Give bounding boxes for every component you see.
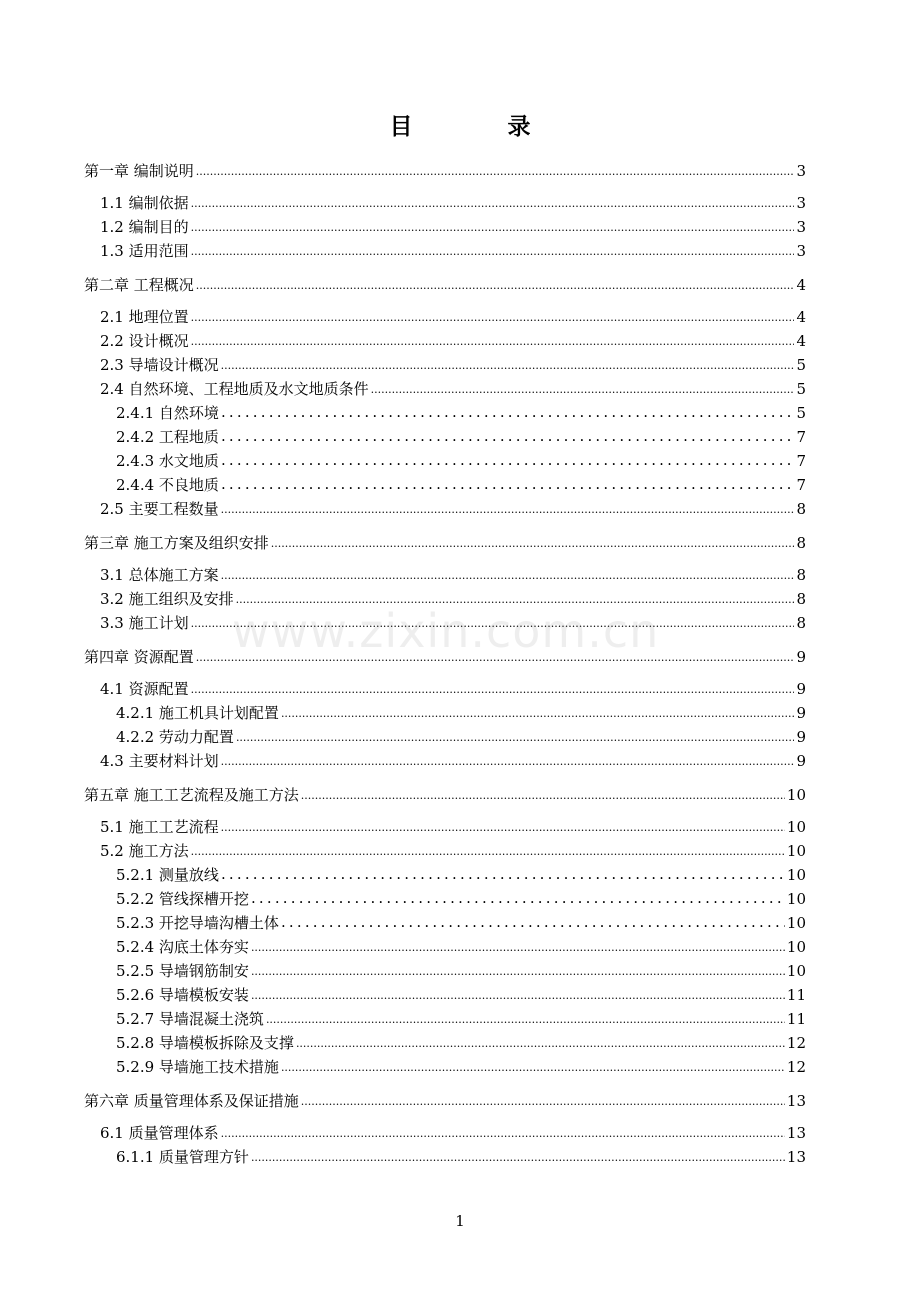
toc-section-entry[interactable] [100, 497, 806, 521]
toc-section-entry[interactable] [116, 401, 806, 425]
toc-section-entry[interactable] [100, 1121, 806, 1145]
toc-entry-page: 3 [796, 242, 806, 260]
toc-entry-page: 5 [796, 356, 806, 374]
toc-section-entry[interactable] [116, 1007, 806, 1031]
toc-chapter-entry[interactable] [84, 159, 806, 183]
toc-entry-label: 2.4 自然环境、工程地质及水文地质条件 [100, 380, 369, 398]
toc-entry-page: 10 [786, 842, 806, 860]
watermark: www.zixin.com.cn [232, 604, 660, 658]
page-number: 1 [455, 1212, 465, 1230]
toc-leader-dots [221, 816, 785, 840]
toc-leader-dots [301, 1090, 785, 1114]
toc-section-entry[interactable] [100, 749, 806, 773]
toc-entry-page: 4 [796, 308, 806, 326]
toc-section-entry[interactable] [100, 563, 806, 587]
toc-entry-label: 2.4.4 不良地质 [116, 476, 219, 494]
toc-entry-label: 5.2 施工方法 [100, 842, 189, 860]
toc-entry-page: 13 [786, 1148, 806, 1166]
toc-entry-page: 12 [786, 1034, 806, 1052]
toc-entry-label: 2.4.1 自然环境 [116, 404, 219, 422]
toc-entry-label: 4.1 资源配置 [100, 680, 189, 698]
toc-entry-page: 12 [786, 1058, 806, 1076]
toc-entry-page: 13 [786, 1092, 806, 1110]
toc-entry-label: 4.3 主要材料计划 [100, 752, 219, 770]
toc-section-entry[interactable] [116, 887, 806, 911]
toc-section-entry[interactable] [116, 725, 806, 749]
toc-entry-page: 11 [786, 1010, 806, 1028]
toc-section-entry[interactable] [100, 839, 806, 863]
toc-entry-page: 7 [796, 476, 806, 494]
toc-section-entry[interactable] [116, 449, 806, 473]
toc-section-entry[interactable] [116, 959, 806, 983]
toc-leader-dots [371, 378, 795, 402]
toc-entry-label: 2.5 主要工程数量 [100, 500, 219, 518]
toc-section-entry[interactable] [116, 935, 806, 959]
toc-entry-label: 第六章 质量管理体系及保证措施 [84, 1092, 299, 1110]
toc-section-entry[interactable] [116, 863, 806, 887]
toc-leader-dots [221, 400, 795, 424]
toc-section-entry[interactable] [116, 983, 806, 1007]
toc-leader-dots [236, 588, 795, 612]
toc-leader-dots [281, 702, 795, 726]
toc-chapter-entry[interactable] [84, 273, 806, 297]
toc-leader-dots [191, 306, 795, 330]
toc-entry-page: 9 [796, 680, 806, 698]
toc-entry-page: 7 [796, 428, 806, 446]
toc-entry-page: 9 [796, 704, 806, 722]
toc-entry-label: 第二章 工程概况 [84, 276, 194, 294]
toc-leader-dots [221, 750, 795, 774]
toc-leader-dots [236, 726, 795, 750]
toc-leader-dots [281, 1056, 785, 1080]
toc-entry-page: 8 [796, 614, 806, 632]
toc-entry-label: 1.1 编制依据 [100, 194, 189, 212]
toc-entry-page: 8 [796, 590, 806, 608]
toc-entry-label: 2.2 设计概况 [100, 332, 189, 350]
toc-leader-dots [296, 1032, 785, 1056]
toc-leader-dots [221, 448, 795, 472]
toc-entry-page: 10 [786, 914, 806, 932]
toc-entry-page: 3 [796, 194, 806, 212]
toc-leader-dots [266, 1008, 785, 1032]
toc-entry-label: 5.2.5 导墙钢筋制安 [116, 962, 249, 980]
toc-entry-page: 13 [786, 1124, 806, 1142]
toc-entry-label: 5.2.4 沟底土体夯实 [116, 938, 249, 956]
toc-leader-dots [191, 192, 795, 216]
toc-entry-label: 5.2.3 开挖导墙沟槽土体 [116, 914, 279, 932]
toc-section-entry[interactable] [100, 353, 806, 377]
toc-leader-dots [221, 424, 795, 448]
toc-leader-dots [191, 840, 785, 864]
toc-leader-dots [271, 532, 795, 556]
toc-entry-page: 5 [796, 380, 806, 398]
toc-section-entry[interactable] [100, 191, 806, 215]
toc-entry-page: 10 [786, 866, 806, 884]
toc-entry-label: 3.2 施工组织及安排 [100, 590, 234, 608]
toc-entry-label: 1.2 编制目的 [100, 218, 189, 236]
toc-section-entry[interactable] [116, 1031, 806, 1055]
toc-section-entry[interactable] [100, 305, 806, 329]
toc-section-entry[interactable] [100, 611, 806, 635]
toc-entry-page: 4 [796, 332, 806, 350]
toc-leader-dots [221, 862, 785, 886]
toc-section-entry[interactable] [100, 215, 806, 239]
toc-entry-label: 4.2.1 施工机具计划配置 [116, 704, 279, 722]
toc-leader-dots [221, 1122, 785, 1146]
toc-leader-dots [251, 960, 785, 984]
toc-entry-page: 4 [796, 276, 806, 294]
toc-chapter-entry[interactable] [84, 645, 806, 669]
toc-entry-label: 1.3 适用范围 [100, 242, 189, 260]
toc-entry-page: 7 [796, 452, 806, 470]
toc-leader-dots [281, 910, 785, 934]
toc-leader-dots [251, 984, 785, 1008]
toc-entry-page: 9 [796, 728, 806, 746]
toc-entry-label: 2.4.2 工程地质 [116, 428, 219, 446]
toc-entry-label: 5.1 施工工艺流程 [100, 818, 219, 836]
toc-entry-page: 3 [796, 218, 806, 236]
toc-leader-dots [251, 886, 785, 910]
toc-section-entry[interactable] [100, 329, 806, 353]
toc-entry-label: 6.1.1 质量管理方针 [116, 1148, 249, 1166]
toc-entry-page: 9 [796, 648, 806, 666]
toc-entry-page: 8 [796, 500, 806, 518]
toc-entry-page: 10 [786, 890, 806, 908]
toc-entry-page: 8 [796, 566, 806, 584]
toc-section-entry[interactable] [100, 377, 806, 401]
toc-entry-label: 第一章 编制说明 [84, 162, 194, 180]
toc-entry-label: 第五章 施工工艺流程及施工方法 [84, 786, 299, 804]
toc-leader-dots [221, 354, 795, 378]
toc-entry-page: 11 [786, 986, 806, 1004]
toc-section-entry[interactable] [100, 677, 806, 701]
toc-entry-label: 6.1 质量管理体系 [100, 1124, 219, 1142]
toc-leader-dots [196, 274, 795, 298]
toc-leader-dots [196, 160, 795, 184]
toc-entry-label: 5.2.7 导墙混凝土浇筑 [116, 1010, 264, 1028]
toc-leader-dots [251, 1146, 785, 1170]
toc-entry-label: 3.1 总体施工方案 [100, 566, 219, 584]
toc-entry-label: 5.2.6 导墙模板安装 [116, 986, 249, 1004]
toc-section-entry[interactable] [100, 815, 806, 839]
toc-leader-dots [221, 472, 795, 496]
toc-section-entry[interactable] [116, 473, 806, 497]
toc-entry-label: 5.2.2 管线探槽开挖 [116, 890, 249, 908]
toc-entry-label: 第四章 资源配置 [84, 648, 194, 666]
toc-entry-page: 10 [786, 786, 806, 804]
toc-section-entry[interactable] [116, 701, 806, 725]
toc-entry-label: 5.2.1 测量放线 [116, 866, 219, 884]
toc-leader-dots [191, 216, 795, 240]
toc-entry-page: 10 [786, 938, 806, 956]
toc-entry-label: 5.2.9 导墙施工技术措施 [116, 1058, 279, 1076]
toc-leader-dots [191, 240, 795, 264]
toc-section-entry[interactable] [116, 911, 806, 935]
toc-entry-label: 3.3 施工计划 [100, 614, 189, 632]
toc-leader-dots [191, 678, 795, 702]
toc-entry-label: 第三章 施工方案及组织安排 [84, 534, 269, 552]
toc-title: 目 录 [389, 113, 567, 140]
toc-leader-dots [301, 784, 785, 808]
toc-leader-dots [191, 612, 795, 636]
toc-entry-page: 9 [796, 752, 806, 770]
toc-entry-label: 2.1 地理位置 [100, 308, 189, 326]
toc-entry-page: 10 [786, 818, 806, 836]
toc-entry-page: 3 [796, 162, 806, 180]
toc-chapter-entry[interactable] [84, 783, 806, 807]
toc-leader-dots [251, 936, 785, 960]
toc-entry-label: 2.3 导墙设计概况 [100, 356, 219, 374]
toc-section-entry[interactable] [116, 1055, 806, 1079]
toc-chapter-entry[interactable] [84, 531, 806, 555]
toc-leader-dots [191, 330, 795, 354]
toc-section-entry[interactable] [116, 1145, 806, 1169]
toc-entry-label: 4.2.2 劳动力配置 [116, 728, 234, 746]
toc-section-entry[interactable] [100, 239, 806, 263]
toc-entry-label: 5.2.8 导墙模板拆除及支撑 [116, 1034, 294, 1052]
toc-section-entry[interactable] [116, 425, 806, 449]
toc-section-entry[interactable] [100, 587, 806, 611]
toc-leader-dots [221, 564, 795, 588]
toc-leader-dots [196, 646, 795, 670]
toc-entry-page: 5 [796, 404, 806, 422]
toc-chapter-entry[interactable] [84, 1089, 806, 1113]
toc-entry-page: 10 [786, 962, 806, 980]
toc-entry-label: 2.4.3 水文地质 [116, 452, 219, 470]
toc-entry-page: 8 [796, 534, 806, 552]
toc-leader-dots [221, 498, 795, 522]
